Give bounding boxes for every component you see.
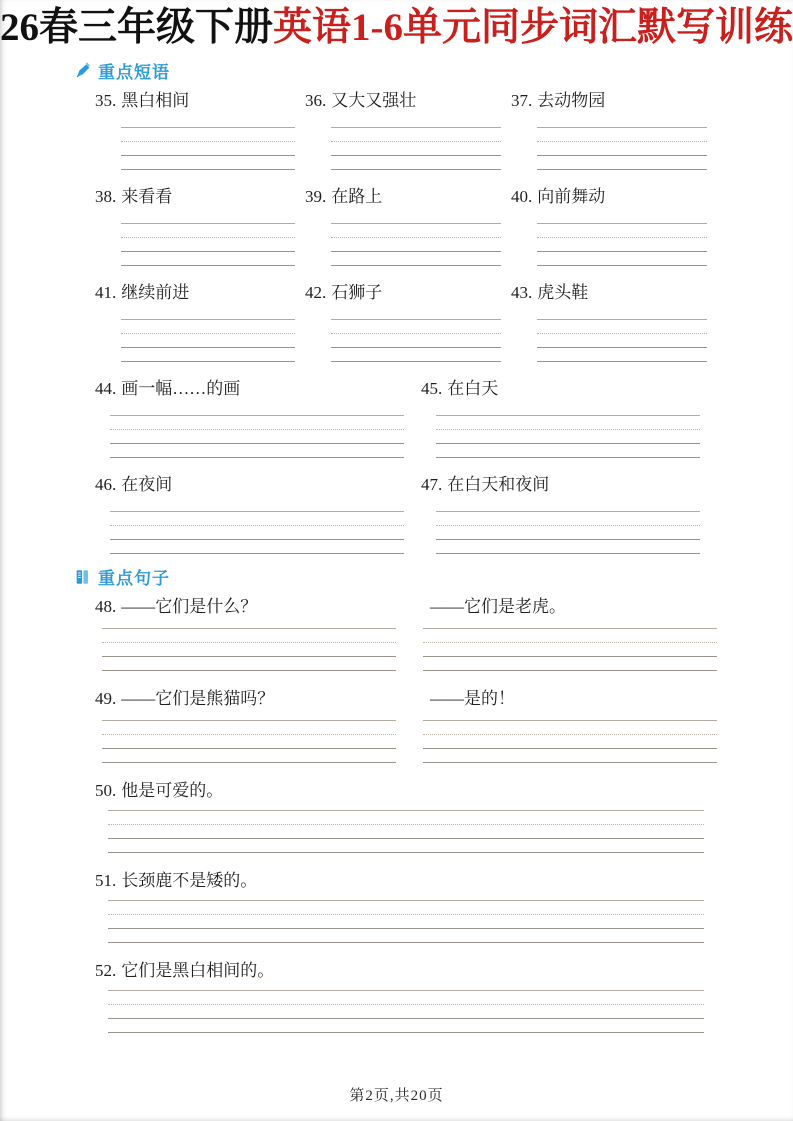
writing-line: [331, 334, 501, 348]
item-label: [305, 91, 416, 110]
qa-writing-area: [102, 708, 717, 763]
qa-question: [95, 592, 430, 616]
qa-question: [95, 684, 430, 708]
item-text: 石狮子: [331, 282, 383, 302]
phrase-item: [511, 86, 717, 170]
phrase-item: [305, 86, 511, 170]
writing-lines: [110, 511, 404, 554]
writing-line: [331, 252, 501, 266]
item-text: 去动物园: [537, 90, 606, 110]
writing-line: [102, 735, 396, 749]
writing-lines: [108, 810, 704, 853]
phrase-item: [305, 182, 511, 266]
writing-line: [108, 991, 704, 1005]
writing-line: [537, 252, 707, 266]
writing-line: [537, 320, 707, 334]
writing-line: [423, 629, 717, 643]
phrase-row: [95, 470, 717, 554]
sentence-rows: [95, 592, 717, 1033]
writing-line: [331, 224, 501, 238]
item-number: 49.: [95, 688, 117, 708]
writing-line: [436, 416, 700, 430]
writing-lines: [102, 720, 396, 763]
writing-lines: [121, 319, 295, 362]
item-text: 来看看: [121, 186, 173, 206]
item-number: 46.: [95, 474, 117, 494]
qa-labels: [95, 592, 717, 616]
phrase-row: [95, 86, 717, 170]
writing-lines: [331, 223, 501, 266]
item-text: 在夜间: [121, 474, 173, 494]
item-number: 51.: [95, 870, 117, 890]
writing-line: [331, 238, 501, 252]
writing-line: [331, 320, 501, 334]
writing-line: [331, 128, 501, 142]
writing-line: [537, 348, 707, 362]
item-number: 48.: [95, 596, 117, 616]
writing-line: [331, 348, 501, 362]
writing-line: [423, 721, 717, 735]
item-number: 41.: [95, 282, 117, 302]
writing-line: [110, 512, 404, 526]
item-text: ——它们是什么？: [121, 596, 258, 616]
item-text: 画一幅……的画: [121, 378, 241, 398]
item-label: [95, 379, 240, 398]
sentence-label: [95, 956, 717, 980]
item-text: 它们是黑白相间的。: [121, 960, 275, 980]
item-text: 黑白相间: [121, 90, 190, 110]
item-number: 43.: [511, 282, 533, 302]
section-title: 重点短语: [98, 63, 170, 83]
phrase-item: [95, 182, 305, 266]
writing-line: [108, 915, 704, 929]
sentence-item: [95, 592, 717, 671]
section-sentences: [0, 566, 793, 1033]
writing-lines: [423, 628, 717, 671]
item-text: 他是可爱的。: [121, 780, 224, 800]
sentence-item: [95, 684, 717, 763]
phrase-item: [305, 278, 511, 362]
writing-line: [110, 416, 404, 430]
writing-line: [121, 334, 295, 348]
writing-line: [537, 224, 707, 238]
writing-line: [108, 825, 704, 839]
section-phrases-header: [74, 60, 793, 82]
writing-line: [108, 1005, 704, 1019]
phrase-row: [95, 182, 717, 266]
writing-line: [102, 643, 396, 657]
phrase-item: [95, 374, 421, 458]
item-label: [511, 187, 605, 206]
writing-line: [110, 540, 404, 554]
writing-line: [331, 142, 501, 156]
writing-line: [108, 811, 704, 825]
writing-lines: [436, 415, 700, 458]
item-label: [511, 91, 605, 110]
item-number: 36.: [305, 90, 327, 110]
writing-line: [108, 1019, 704, 1033]
writing-line: [121, 252, 295, 266]
item-label: [95, 283, 189, 302]
qa-answer: ——是的！: [430, 688, 515, 708]
title-volume: 26春三年级下册: [0, 6, 274, 49]
sentence-item: [95, 866, 717, 943]
sentence-item: [95, 776, 717, 853]
writing-lines: [331, 319, 501, 362]
sentence-label: [95, 776, 717, 800]
writing-line: [537, 128, 707, 142]
writing-line: [121, 142, 295, 156]
item-text: ——它们是熊猫吗？: [121, 688, 275, 708]
phrase-item: [511, 278, 717, 362]
phrase-item: [95, 470, 421, 554]
writing-line: [423, 749, 717, 763]
writing-lines: [537, 127, 707, 170]
sentence-item: [95, 956, 717, 1033]
writing-line: [121, 128, 295, 142]
writing-lines: [108, 990, 704, 1033]
qa-answer: ——它们是老虎。: [430, 596, 566, 616]
writing-line: [108, 901, 704, 915]
item-text: 长颈鹿不是矮的。: [121, 870, 258, 890]
item-label: [305, 283, 382, 302]
writing-line: [331, 156, 501, 170]
writing-line: [436, 430, 700, 444]
section-title: 重点句子: [98, 569, 170, 589]
writing-line: [121, 224, 295, 238]
phrase-rows: [95, 86, 717, 554]
item-label: [421, 475, 549, 494]
item-text: 又大又强壮: [331, 90, 417, 110]
writing-line: [108, 929, 704, 943]
writing-line: [110, 430, 404, 444]
writing-lines: [108, 900, 704, 943]
item-number: 45.: [421, 378, 443, 398]
page-title: [0, 0, 793, 50]
item-number: 52.: [95, 960, 117, 980]
item-label: [511, 283, 588, 302]
writing-lines: [102, 628, 396, 671]
writing-lines: [436, 511, 700, 554]
book-icon: [74, 568, 92, 586]
writing-line: [102, 657, 396, 671]
writing-lines: [423, 720, 717, 763]
item-text: 在路上: [331, 186, 383, 206]
writing-line: [121, 320, 295, 334]
phrase-item: [95, 86, 305, 170]
phrase-item: [421, 374, 717, 458]
writing-line: [110, 526, 404, 540]
phrase-item: [511, 182, 717, 266]
phrase-row: [95, 278, 717, 362]
item-text: 在白天和夜间: [447, 474, 550, 494]
writing-line: [436, 444, 700, 458]
writing-lines: [121, 223, 295, 266]
writing-line: [436, 526, 700, 540]
writing-line: [436, 540, 700, 554]
section-phrases: [0, 60, 793, 554]
item-number: 44.: [95, 378, 117, 398]
phrase-item: [421, 470, 717, 554]
item-number: 35.: [95, 90, 117, 110]
phrase-item: [95, 278, 305, 362]
section-sentences-header: [74, 566, 793, 588]
writing-line: [537, 156, 707, 170]
writing-line: [121, 348, 295, 362]
writing-line: [121, 156, 295, 170]
writing-line: [436, 512, 700, 526]
writing-line: [121, 238, 295, 252]
writing-lines: [537, 223, 707, 266]
page-footer: 第2页,共20页: [349, 1088, 444, 1104]
item-text: 在白天: [447, 378, 499, 398]
item-number: 40.: [511, 186, 533, 206]
item-label: [421, 379, 498, 398]
writing-lines: [537, 319, 707, 362]
writing-line: [537, 334, 707, 348]
item-number: 39.: [305, 186, 327, 206]
item-number: 47.: [421, 474, 443, 494]
writing-line: [423, 735, 717, 749]
title-subject: 英语1-6单元同步词汇默写训练: [273, 6, 793, 49]
item-number: 42.: [305, 282, 327, 302]
item-number: 50.: [95, 780, 117, 800]
item-text: 向前舞动: [537, 186, 606, 206]
pen-icon: [74, 62, 92, 80]
qa-writing-area: [102, 616, 717, 671]
item-label: [95, 187, 172, 206]
phrase-row: [95, 374, 717, 458]
writing-line: [537, 142, 707, 156]
writing-line: [102, 629, 396, 643]
writing-lines: [121, 127, 295, 170]
qa-labels: [95, 684, 717, 708]
sentence-label: [95, 866, 717, 890]
item-text: 虎头鞋: [537, 282, 589, 302]
writing-lines: [110, 415, 404, 458]
item-label: [95, 475, 172, 494]
writing-line: [537, 238, 707, 252]
item-label: [95, 91, 189, 110]
writing-line: [102, 749, 396, 763]
item-number: 37.: [511, 90, 533, 110]
item-label: [305, 187, 382, 206]
writing-line: [102, 721, 396, 735]
item-text: 继续前进: [121, 282, 190, 302]
writing-line: [110, 444, 404, 458]
writing-lines: [331, 127, 501, 170]
item-number: 38.: [95, 186, 117, 206]
writing-line: [108, 839, 704, 853]
writing-line: [423, 657, 717, 671]
writing-line: [423, 643, 717, 657]
